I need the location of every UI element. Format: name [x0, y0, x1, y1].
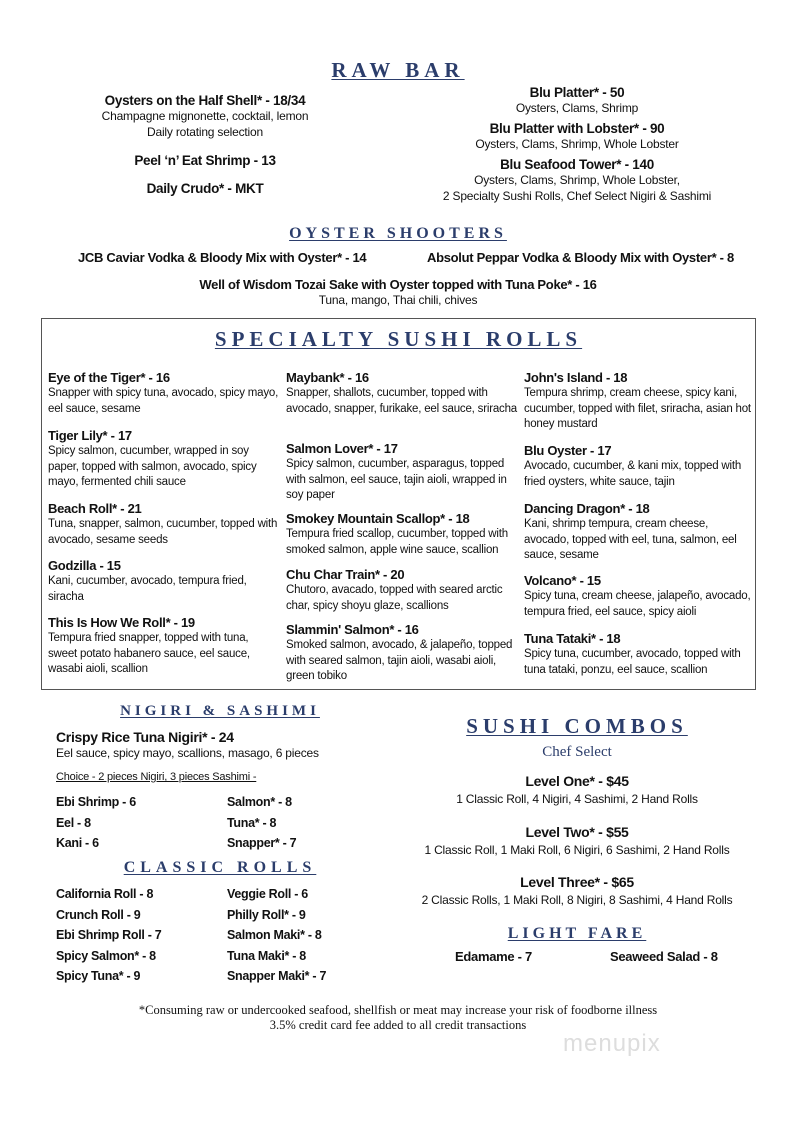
item-desc: Oysters, Clams, Shrimp, Whole Lobster,: [474, 173, 680, 187]
roll-item: [48, 500, 280, 548]
nigiri-heading: NIGIRI & SASHIMI: [120, 703, 320, 719]
nigiri-item: Ebi Shrimp - 6: [56, 795, 136, 809]
roll-desc: Kani, shrimp tempura, cream cheese, avocado, topped with eel, tuna, salmon, eel sauce, sesame: [524, 518, 737, 561]
item-desc: Oysters, Clams, Shrimp, Whole Lobster: [475, 137, 679, 151]
footer-disclaimer: *Consuming raw or undercooked seafood, shellfish or meat may increase your risk of foodborne illness: [138, 1003, 658, 1017]
light-fare-item: Seaweed Salad - 8: [610, 949, 718, 964]
oyster-shooters-heading: OYSTER SHOOTERS: [289, 225, 507, 242]
roll-desc: Smoked salmon, avocado, & jalapeño, topped with seared salmon, tajin aioli, wasabi aioli, green tobiko: [286, 639, 513, 682]
roll-name: This Is How We Roll* - 19: [48, 615, 195, 630]
roll-item: [286, 621, 518, 685]
raw-bar-heading: RAW BAR: [331, 58, 465, 82]
classic-roll-item: Tuna Maki* - 8: [227, 948, 306, 963]
item-desc: Champagne mignonette, cocktail, lemon: [101, 109, 309, 123]
item-desc: Eel sauce, spicy mayo, scallions, masago, 6 pieces: [56, 746, 319, 760]
raw-bar-left: [80, 93, 330, 196]
footer-notes: [0, 1003, 796, 1033]
item-name: Oysters on the Half Shell* - 18/34: [104, 93, 306, 108]
roll-item: [48, 369, 280, 417]
item-desc: Oysters, Clams, Shrimp: [515, 101, 639, 115]
roll-name: Slammin' Salmon* - 16: [286, 622, 419, 637]
roll-desc: Avocado, cucumber, & kani mix, topped with fried oysters, white sauce, tajin: [524, 460, 742, 488]
shooter-item: JCB Caviar Vodka & Bloody Mix with Oyster* - 14: [78, 250, 367, 265]
roll-name: Dancing Dragon* - 18: [524, 501, 650, 516]
roll-desc: Snapper, shallots, cucumber, topped with avocado, snapper, furikake, eel sauce, sriracha: [286, 387, 517, 415]
classic-roll-item: California Roll - 8: [56, 887, 154, 901]
nigiri-item: Eel - 8: [56, 815, 91, 830]
nigiri-item: Salmon* - 8: [227, 795, 292, 809]
roll-desc: Chutoro, avacado, topped with seared arctic char, spicy shoyu glaze, scallions: [286, 584, 503, 612]
nigiri-item: Tuna* - 8: [227, 815, 277, 830]
shooter-featured: [0, 277, 796, 308]
nigiri-item: Kani - 6: [56, 836, 99, 850]
combo-desc: 1 Classic Roll, 1 Maki Roll, 6 Nigiri, 6 Sashimi, 2 Hand Rolls: [424, 842, 730, 857]
combos-subtitle: Chef Select: [542, 744, 612, 760]
roll-item: [286, 440, 518, 504]
roll-name: Volcano* - 15: [524, 573, 601, 588]
roll-desc: Snapper with spicy tuna, avocado, spicy mayo, eel sauce, sesame: [48, 387, 279, 415]
roll-item: [48, 557, 280, 605]
roll-desc: Tempura fried snapper, topped with tuna, sweet potato habanero sauce, eel sauce, wasabi aioli, scallion: [48, 632, 250, 675]
roll-item: [524, 500, 756, 564]
combo-name: Level One* - $45: [525, 773, 629, 789]
classic-rolls-heading: CLASSIC ROLLS: [123, 859, 317, 876]
item-name: Blu Platter with Lobster* - 90: [489, 121, 665, 136]
roll-item: [48, 614, 280, 678]
classic-roll-item: Snapper Maki* - 7: [227, 969, 327, 983]
roll-desc: Tempura shrimp, cream cheese, spicy kani, cucumber, topped with filet, sriracha, asian hot honey mustard: [524, 387, 751, 430]
roll-desc: Tuna, snapper, salmon, cucumber, topped with avocado, sesame seeds: [48, 518, 278, 546]
combo-name: Level Two* - $55: [525, 823, 629, 840]
roll-name: Tiger Lily* - 17: [48, 428, 132, 443]
roll-desc: Spicy salmon, cucumber, wrapped in soy paper, topped with salmon, avocado, spicy mayo, fermented chili sauce: [48, 445, 257, 488]
classic-roll-item: Spicy Salmon* - 8: [56, 948, 156, 963]
roll-name: Chu Char Train* - 20: [286, 567, 405, 582]
roll-name: Blu Oyster - 17: [524, 443, 612, 458]
roll-name: Smokey Mountain Scallop* - 18: [286, 511, 470, 526]
roll-item: [48, 427, 280, 491]
roll-name: Eye of the Tiger* - 16: [48, 370, 170, 385]
roll-desc: Spicy tuna, cucumber, avocado, topped with tuna tataki, ponzu, eel sauce, scallion: [524, 648, 741, 676]
roll-item: [286, 369, 518, 417]
roll-item: [524, 369, 756, 433]
item-name: Blu Platter* - 50: [529, 85, 625, 100]
combo-desc: 2 Classic Rolls, 1 Maki Roll, 8 Nigiri, 8 Sashimi, 4 Hand Rolls: [421, 893, 733, 907]
roll-name: Salmon Lover* - 17: [286, 441, 398, 456]
roll-desc: Spicy salmon, cucumber, asparagus, topped with salmon, eel sauce, tajin aioli, wrapped in soy paper: [286, 458, 507, 501]
watermark-logo: menupix: [563, 1030, 661, 1057]
sushi-combos-heading: SUSHI COMBOS: [466, 714, 688, 738]
combo-name: Level Three* - $65: [520, 874, 634, 890]
roll-name: Maybank* - 16: [286, 370, 369, 385]
item-name: Blu Seafood Tower* - 140: [500, 157, 654, 172]
roll-item: [524, 630, 756, 678]
roll-item: [286, 510, 518, 558]
shooter-item: Absolut Peppar Vodka & Bloody Mix with Oyster* - 8: [427, 250, 734, 265]
item-name: Daily Crudo* - MKT: [146, 181, 264, 196]
item-name: Peel ‘n’ Eat Shrimp - 13: [134, 153, 276, 168]
classic-roll-item: Philly Roll* - 9: [227, 907, 306, 922]
roll-name: Tuna Tataki* - 18: [524, 631, 621, 646]
choice-note: Choice - 2 pieces Nigiri, 3 pieces Sashimi -: [56, 771, 257, 783]
item-desc: 2 Specialty Sushi Rolls, Chef Select Nigiri & Sashimi: [442, 189, 712, 203]
item-desc: Tuna, mango, Thai chili, chives: [318, 293, 478, 307]
item-name: Crispy Rice Tuna Nigiri* - 24: [56, 729, 234, 745]
roll-desc: Kani, cucumber, avocado, tempura fried, siracha: [48, 575, 247, 603]
light-fare-heading: LIGHT FARE: [507, 925, 647, 942]
roll-item: [524, 442, 756, 490]
item-name: Well of Wisdom Tozai Sake with Oyster topped with Tuna Poke* - 16: [199, 277, 597, 292]
item-desc: Daily rotating selection: [147, 125, 263, 139]
roll-name: Beach Roll* - 21: [48, 501, 142, 516]
classic-roll-item: Ebi Shrimp Roll - 7: [56, 928, 162, 942]
classic-roll-item: Spicy Tuna* - 9: [56, 969, 141, 983]
roll-name: Godzilla - 15: [48, 558, 121, 573]
roll-name: John's Island - 18: [524, 370, 628, 385]
roll-item: [524, 572, 756, 620]
nigiri-item: Snapper* - 7: [227, 836, 297, 850]
classic-roll-item: Crunch Roll - 9: [56, 907, 141, 922]
classic-roll-item: Salmon Maki* - 8: [227, 928, 322, 942]
roll-desc: Spicy tuna, cream cheese, jalapeño, avocado, tempura fried, eel sauce, spicy aioli: [524, 590, 751, 618]
specialty-rolls-heading: SPECIALTY SUSHI ROLLS: [214, 327, 583, 351]
roll-desc: Tempura fried scallop, cucumber, topped with smoked salmon, apple wine sauce, scallion: [286, 528, 508, 556]
roll-item: [286, 566, 518, 614]
raw-bar-right: [420, 85, 734, 204]
footer-fee-note: 3.5% credit card fee added to all credit transactions: [269, 1018, 527, 1032]
classic-roll-item: Veggie Roll - 6: [227, 887, 308, 901]
light-fare-item: Edamame - 7: [455, 949, 532, 964]
combo-desc: 1 Classic Roll, 4 Nigiri, 4 Sashimi, 2 Hand Rolls: [456, 792, 698, 806]
